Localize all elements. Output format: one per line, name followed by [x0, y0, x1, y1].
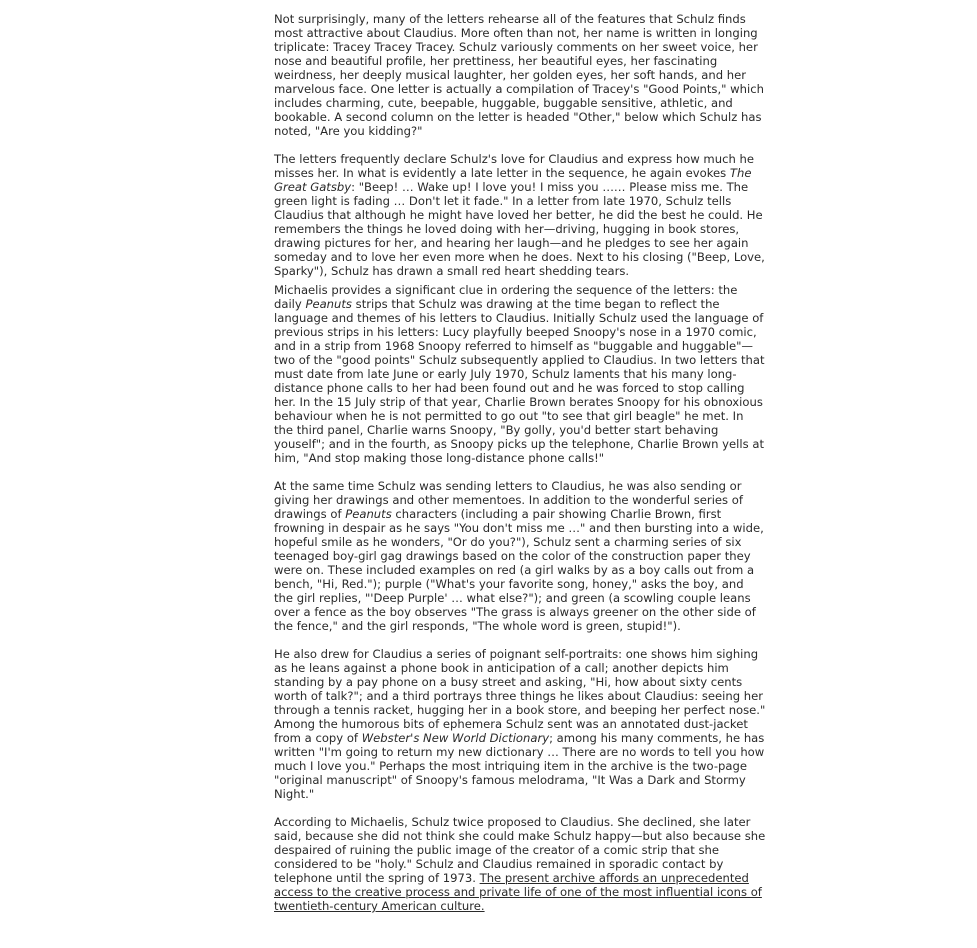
strip-title-peanuts: Peanuts: [305, 297, 352, 311]
paragraph-love-letters: [274, 152, 766, 278]
text-segment: : "Beep! … Wake up! I love you! I miss you …… Please miss me. The green light is fading … Don't let it fade." In a letter from late 1970, Schulz tells Claudius that although he might have loved her better, he did the best he could. He remembers the things he loved doing with her—driving, hugging in book stores, drawing pictures for her, and hearing her laugh—and he pledges to see her again someday and to love her even more when he does. Next to his closing ("Beep, Love, Sparky"), Schulz has drawn a small red heart shedding tears.: [274, 180, 765, 278]
strip-title-peanuts: Peanuts: [345, 507, 392, 521]
paragraph-good-points: [274, 12, 766, 138]
paragraph-proposal: [274, 815, 766, 913]
text-segment: He also drew for Claudius a series of poignant self-portraits: one shows him sighing as he leans against a phone book in anticipation of a call; another depicts him standing by a pay phone on a busy street and asking, "Hi, how about sixty cents worth of talk?"; and a third portrays three things he likes about Claudius: seeing her through a tennis racket, hugging her in a book store, and beeping her perfect nose." Among the humorous bits of ephemera Schulz sent was an annotated dust-jacket from a copy of: [274, 647, 766, 745]
text-segment: Not surprisingly, many of the letters rehearse all of the features that Schulz finds most attractive about Claudius. More often than not, her name is written in longing triplicate: Tracey Tracey Tracey. Schulz variously comments on her sweet voice, her nose and beautiful profile, her prettiness, her beautiful eyes, her fascinating weirdness, her deeply musical laughter, her golden eyes, her soft hands, and her marvelous face. One letter is actually a compilation of Tracey's "Good Points," which includes charming, cute, beepable, huggable, buggable sensitive, athletic, and bookable. A second column on the letter is headed "Other," below which Schulz has noted, "Are you kidding?": [274, 12, 764, 138]
paragraph-drawings: [274, 479, 766, 633]
article-body: [274, 12, 766, 913]
text-segment: At the same time Schulz was sending letters to Claudius, he was also sending or giving her drawings and other mementoes. In addition to the wonderful series of drawings of: [274, 479, 743, 521]
archive-link[interactable]: The present archive affords an unprecedented access to the creative process and private life of one of the most influential icons of twentieth-century American culture.: [274, 871, 762, 913]
text-segment: strips that Schulz was drawing at the time began to reflect the language and themes of his letters to Claudius. Initially Schulz used the language of previous strips in his letters: Lucy playfully beeped Snoopy's nose in a 1970 comic, and in a strip from 1968 Snoopy referred to himself as "buggable and huggable"—two of the "good points" Schulz subsequently applied to Claudius. In two letters that must date from late June or early July 1970, Schulz laments that his many long-distance phone calls to her had been found out and he was forced to stop calling her. In the 15 July strip of that year, Charlie Brown berates Snoopy for his obnoxious behaviour when he is not permitted to go out "to see that girl beagle" he met. In the third panel, Charlie warns Snoopy, "By golly, you'd better start behaving youself"; and in the fourth, as Snoopy picks up the telephone, Charlie Brown yells at him, "And stop making those long-distance phone calls!": [274, 297, 765, 465]
book-title-dictionary: Webster's New World Dictionary: [361, 731, 550, 745]
paragraph-self-portraits: [274, 647, 766, 801]
paragraph-peanuts-clue: [274, 283, 766, 465]
book-title-gatsby: The Great Gatsby: [274, 166, 752, 194]
text-segment: The letters frequently declare Schulz's love for Claudius and express how much he misses her. In what is evidently a late letter in the sequence, he again evokes: [274, 152, 754, 180]
text-segment: Michaelis provides a significant clue in ordering the sequence of the letters: the daily: [274, 283, 738, 311]
text-segment: characters (including a pair showing Charlie Brown, first frowning in despair as he says "You don't miss me …" and then bursting into a wide, hopeful smile as he wonders, "Or do you?"), Schulz sent a charming series of six teenaged boy-girl gag drawings based on the color of the construction paper they were on. These included examples on red (a girl walks by as a boy calls out from a bench, "Hi, Red."); purple ("What's your favorite song, honey," asks the boy, and the girl replies, "'Deep Purple' … what else?"); and green (a scowling couple leans over a fence as the boy observes "The grass is always greener on the other side of the fence," and the girl responds, "The whole word is green, stupid!").: [274, 507, 764, 633]
text-segment: According to Michaelis, Schulz twice proposed to Claudius. She declined, she later said, because she did not think she could make Schulz happy—but also because she despaired of ruining the public image of the creator of a comic strip that she considered to be "holy." Schulz and Claudius remained in sporadic contact by telephone until the spring of 1973.: [274, 815, 766, 885]
text-segment: ; among his many comments, he has written "I'm going to return my new dictionary … There are no words to tell you how much I love you." Perhaps the most intriquing item in the archive is the two-page "original manuscript" of Snoopy's famous melodrama, "It Was a Dark and Stormy Night.": [274, 731, 765, 801]
